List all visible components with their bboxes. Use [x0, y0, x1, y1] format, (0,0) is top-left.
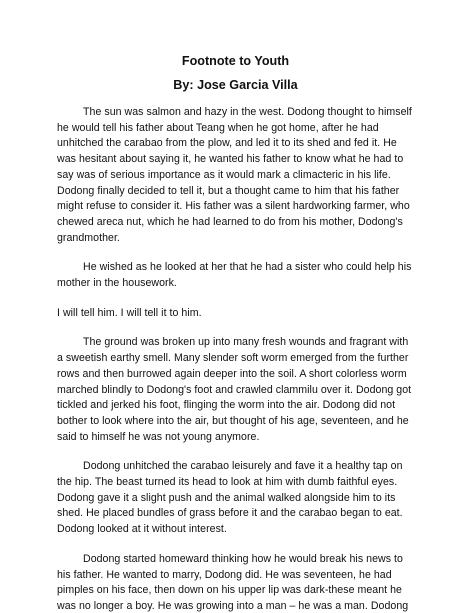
paragraph-4: The ground was broken up into many fresh wounds and fragrant with a sweetish earthy smell. Many slender soft worm emerged from the further rows and then burrowed again deeper into the soil. A short colorless worm marched blindly to Dodong's foot and crawled clammilu over it. Dodong got tickled and jerked his foot, flinging the worm into the air. Dodong did not bother to look where into the air, but thought of his age, seventeen, and he said to himself he was not young anymore. [57, 336, 412, 443]
paragraph-5: Dodong unhitched the carabao leisurely and fave it a healthy tap on the hip. The beast turned its head to look at him with dumb faithful eyes. Dodong gave it a slight push and the animal walked alongside him to its shed. He placed bundles of grass before it and the carabao began to eat. Dodong looked at it without interest. [57, 460, 403, 536]
document-author: By: Jose Garcia Villa [173, 78, 298, 92]
document-title: Footnote to Youth [181, 54, 290, 68]
paragraph-2: He wished as he looked at her that he had a sister who could help his mother in the housework. [57, 261, 412, 290]
paragraph-1: The sun was salmon and hazy in the west. Dodong thought to himself he would tell his father about Teang when he got home, after he had unhitched the carabao from the plow, and led it to its shed and fed it. He was hesitant about saying it, he wanted his father to know what he had to say was of serious importance as it would mark a climacteric in his life. Dodong finally decided to tell it, but a thought came to him that his father might refuse to consider it. His father was a silent hardworking farmer, who chewed areca nut, which he had learned to do from his mother, Dodong's grandmother. [57, 106, 412, 244]
paragraph-3: I will tell him. I will tell it to him. [57, 306, 202, 319]
paragraph-6: Dodong started homeward thinking how he would break his news to his father. He wanted to marry, Dodong did. He was seventeen, he had pimples on his face, then down on his upper lip was dark-these meant he was no longer a boy. He was growing into a man – he was a man. Dodong [57, 552, 409, 612]
